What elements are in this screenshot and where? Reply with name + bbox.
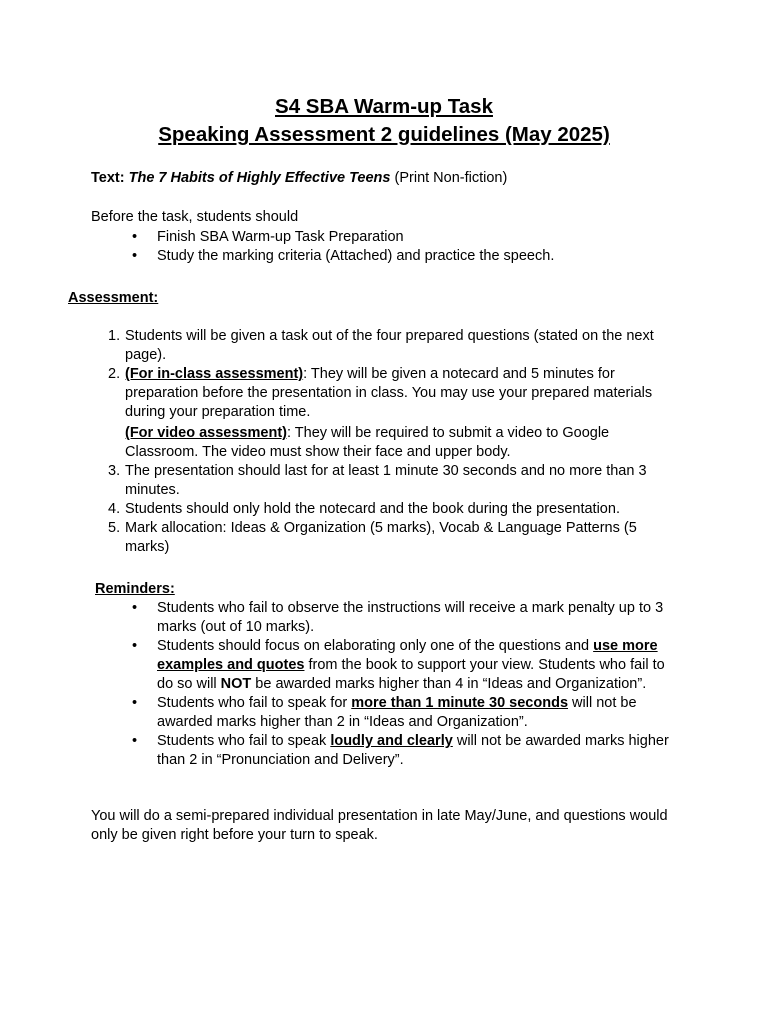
reminders-list	[132, 599, 679, 770]
text-title: The 7 Habits of Highly Effective Teens	[128, 170, 391, 186]
bullet-icon: •	[132, 695, 138, 711]
list-item: • Students who fail to speak loudly and clearly will not be awarded marks higher than 2 in “Pronunciation and Delivery”.	[132, 733, 669, 768]
before-list	[132, 228, 717, 266]
list-item: • Students who fail to speak for more than 1 minute 30 seconds will not be awarded marks higher than 2 in “Ideas and Organization”.	[132, 695, 637, 730]
assessment-heading: Assessment:	[68, 290, 159, 306]
list-item: 1. Students will be given a task out of the four prepared questions (stated on the next page).	[108, 328, 654, 363]
list-item: 5. Mark allocation: Ideas & Organization (5 marks), Vocab & Language Patterns (5 marks)	[108, 520, 637, 555]
list-item: • Students should focus on elaborating only one of the questions and use more examples and quotes from the book to support your view. Students who fail to do so will NOT be awarded marks higher than 4 in “Ideas and Organization”.	[132, 638, 665, 692]
bullet-icon: •	[132, 248, 138, 264]
title-line-1: S4 SBA Warm-up Task	[275, 95, 493, 118]
bullet-icon: •	[132, 600, 138, 616]
list-item: • Students who fail to observe the instructions will receive a mark penalty up to 3 marks (out of 10 marks).	[132, 600, 664, 635]
text-line	[91, 169, 711, 188]
title-line-2: Speaking Assessment 2 guidelines (May 2025)	[158, 123, 610, 146]
list-item: • Finish SBA Warm-up Task Preparation	[132, 229, 404, 245]
assessment-list	[108, 327, 685, 557]
closing-paragraph: You will do a semi-prepared individual presentation in late May/June, and questions would only be given right before your turn to speak.	[91, 808, 668, 843]
bullet-icon: •	[132, 229, 138, 245]
text-genre: (Print Non-fiction)	[394, 170, 508, 186]
text-label: Text:	[91, 170, 125, 186]
list-item: (For video assessment): They will be required to submit a video to Google Classroom. The video must show their face and upper body.	[125, 425, 610, 460]
list-item: 2. (For in-class assessment): They will be given a notecard and 5 minutes for preparation before the presentation in class. You may use your prepared materials during your preparation time.	[108, 366, 653, 420]
list-item: 3. The presentation should last for at least 1 minute 30 seconds and no more than 3 minutes.	[108, 463, 647, 498]
bullet-icon: •	[132, 733, 138, 749]
before-intro: Before the task, students should	[91, 209, 299, 225]
bullet-icon: •	[132, 638, 138, 654]
list-item: 4. Students should only hold the notecard and the book during the presentation.	[108, 501, 620, 517]
list-item: • Study the marking criteria (Attached) and practice the speech.	[132, 248, 555, 264]
reminders-heading: Reminders:	[95, 581, 175, 597]
